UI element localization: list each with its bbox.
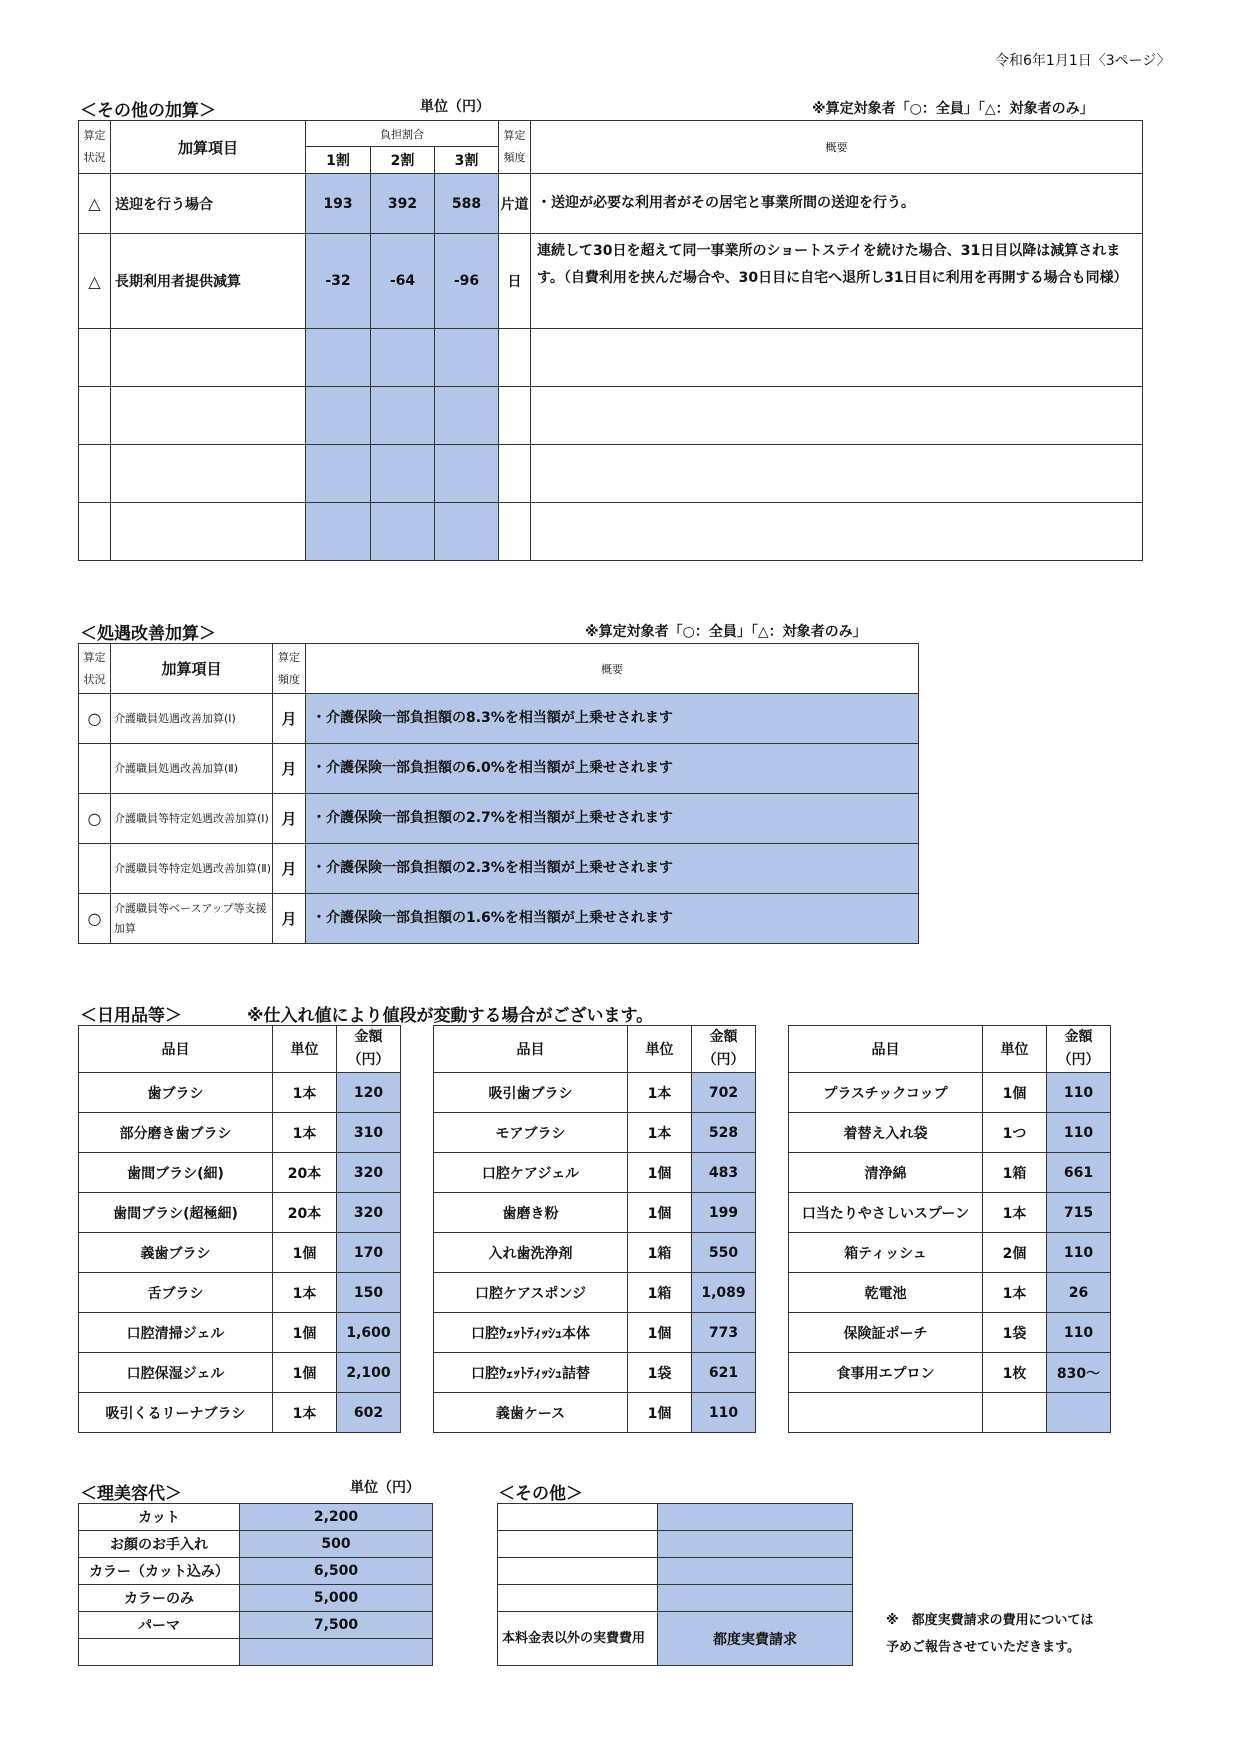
frequency-cell: 月 [273, 844, 306, 894]
item-cell: 着替え入れ袋 [789, 1113, 983, 1153]
price-cell [658, 1531, 853, 1558]
table-row [789, 1273, 1111, 1313]
summary-cell: ・介護保険一部負担額の8.3%を相当額が上乗せされます [306, 694, 919, 744]
item-cell: プラスチックコップ [789, 1073, 983, 1113]
frequency-cell: 月 [273, 794, 306, 844]
table-row [79, 329, 1143, 387]
table-row [79, 894, 919, 944]
item-cell [111, 445, 306, 503]
price-cell: 715 [1047, 1193, 1111, 1233]
unit-cell: 1個 [628, 1313, 692, 1353]
header-frequency: 算定頻度 [273, 644, 306, 694]
header-status: 算定状況 [79, 121, 111, 174]
item-cell [111, 503, 306, 561]
table-row [789, 1193, 1111, 1233]
price-cell: 5,000 [240, 1585, 433, 1612]
item-cell: 義歯ブラシ [79, 1233, 273, 1273]
footnote-line-2: 予めご報告させていただきます。 [886, 1640, 1080, 1655]
unit-cell: 20本 [273, 1153, 337, 1193]
item-cell [498, 1531, 658, 1558]
header-status: 算定状況 [79, 644, 111, 694]
price-cell: 773 [692, 1313, 756, 1353]
table-row [434, 1233, 756, 1273]
summary-cell [531, 387, 1143, 445]
status-cell [79, 329, 111, 387]
ratio-1-cell [306, 329, 371, 387]
unit-cell: 1箱 [628, 1233, 692, 1273]
price-cell: 199 [692, 1193, 756, 1233]
table-row [434, 1073, 756, 1113]
price-cell [658, 1585, 853, 1612]
item-cell: 保険証ポーチ [789, 1313, 983, 1353]
daily-goods-table [433, 1025, 756, 1433]
ratio-2-cell [371, 503, 435, 561]
unit-cell: 1本 [983, 1193, 1047, 1233]
ratio-1-cell [306, 445, 371, 503]
header-summary: 概要 [531, 121, 1143, 174]
frequency-cell: 日 [499, 234, 531, 329]
item-cell: 口腔ｳｪｯﾄﾃｨｯｼｭ詰替 [434, 1353, 628, 1393]
header-price [337, 1026, 401, 1073]
section-title-other-additions: ＜その他の加算＞ [80, 101, 216, 121]
table-row [79, 844, 919, 894]
frequency-cell [499, 387, 531, 445]
status-cell: △ [79, 174, 111, 234]
table-row [79, 1273, 401, 1313]
unit-label: 単位（円） [350, 1480, 420, 1496]
item-cell: 食事用エプロン [789, 1353, 983, 1393]
document-date: 令和6年1月1日〈3ページ〉 [995, 53, 1171, 69]
item-cell: 歯ブラシ [79, 1073, 273, 1113]
unit-cell: 1本 [273, 1073, 337, 1113]
unit-cell: 1枚 [983, 1353, 1047, 1393]
price-cell [1047, 1393, 1111, 1433]
summary-cell: ・介護保険一部負担額の2.7%を相当額が上乗せされます [306, 794, 919, 844]
section-title-treatment-improvement: ＜処遇改善加算＞ [80, 624, 216, 644]
item-cell: 歯間ブラシ(細) [79, 1153, 273, 1193]
ratio-1-cell [306, 503, 371, 561]
header-price-line2: （円） [347, 1052, 390, 1068]
item-cell: 清浄綿 [789, 1153, 983, 1193]
table-row [789, 1233, 1111, 1273]
header-ratio-2: 2割 [371, 147, 435, 174]
unit-cell: 1つ [983, 1113, 1047, 1153]
table-row [79, 1153, 401, 1193]
price-cell: 2,200 [240, 1504, 433, 1531]
summary-cell [531, 503, 1143, 561]
item-cell: 口腔ケアスポンジ [434, 1273, 628, 1313]
item-cell: 介護職員処遇改善加算(Ⅱ) [111, 744, 273, 794]
unit-cell [983, 1393, 1047, 1433]
table-row [79, 1353, 401, 1393]
item-cell: 乾電池 [789, 1273, 983, 1313]
unit-cell: 1個 [628, 1393, 692, 1433]
price-cell: 110 [692, 1393, 756, 1433]
unit-cell: 1個 [273, 1313, 337, 1353]
price-cell: 6,500 [240, 1558, 433, 1585]
legend-note: ※算定対象者「○：全員」「△：対象者のみ」 [812, 101, 1094, 117]
item-cell: 義歯ケース [434, 1393, 628, 1433]
other-additions-table [78, 120, 1143, 561]
price-cell: 170 [337, 1233, 401, 1273]
table-row [79, 794, 919, 844]
price-cell: 702 [692, 1073, 756, 1113]
item-cell: 吸引歯ブラシ [434, 1073, 628, 1113]
daily-goods-table [78, 1025, 401, 1433]
item-cell: カラー（カット込み） [79, 1558, 240, 1585]
table-row [498, 1558, 853, 1585]
table-row [434, 1193, 756, 1233]
ratio-3-cell [435, 445, 499, 503]
table-row [79, 503, 1143, 561]
price-cell: 都度実費請求 [658, 1612, 853, 1666]
table-row [498, 1612, 853, 1666]
summary-cell: ・送迎が必要な利用者がその居宅と事業所間の送迎を行う。 [531, 174, 1143, 234]
header-unit: 単位 [628, 1026, 692, 1073]
unit-cell: 1個 [628, 1193, 692, 1233]
unit-label: 単位（円） [420, 99, 490, 115]
frequency-cell: 片道 [499, 174, 531, 234]
unit-cell: 1箱 [983, 1153, 1047, 1193]
unit-cell: 1個 [628, 1153, 692, 1193]
table-row [79, 387, 1143, 445]
frequency-cell: 月 [273, 694, 306, 744]
header-price [1047, 1026, 1111, 1073]
table-row [79, 1193, 401, 1233]
price-cell: 110 [1047, 1113, 1111, 1153]
ratio-2-cell [371, 329, 435, 387]
frequency-cell: 月 [273, 894, 306, 944]
status-cell [79, 387, 111, 445]
price-cell: 528 [692, 1113, 756, 1153]
table-row [79, 1233, 401, 1273]
header-price [692, 1026, 756, 1073]
frequency-cell [499, 329, 531, 387]
ratio-2-cell [371, 387, 435, 445]
table-row [434, 1113, 756, 1153]
table-row [79, 744, 919, 794]
summary-cell [531, 445, 1143, 503]
price-cell: 26 [1047, 1273, 1111, 1313]
price-cell [658, 1558, 853, 1585]
item-cell: 舌ブラシ [79, 1273, 273, 1313]
item-cell: 介護職員等特定処遇改善加算(Ⅱ) [111, 844, 273, 894]
table-row [789, 1353, 1111, 1393]
item-cell: 口腔保湿ジェル [79, 1353, 273, 1393]
table-row [79, 174, 1143, 234]
table-row [789, 1153, 1111, 1193]
table-row [79, 1313, 401, 1353]
item-cell: 介護職員等ベースアップ等支援加算 [111, 894, 273, 944]
item-cell: モアブラシ [434, 1113, 628, 1153]
item-cell: 歯磨き粉 [434, 1193, 628, 1233]
ratio-2-cell [371, 445, 435, 503]
header-unit: 単位 [273, 1026, 337, 1073]
price-cell: 320 [337, 1193, 401, 1233]
table-row [434, 1353, 756, 1393]
item-cell: 入れ歯洗浄剤 [434, 1233, 628, 1273]
footnote-line-1: ※ 都度実費請求の費用については [886, 1613, 1094, 1628]
summary-cell: 連続して30日を超えて同一事業所のショートステイを続けた場合、31日目以降は減算されます。（自費利用を挟んだ場合や、30日目に自宅へ退所し31日目に利用を再開する場合も同様） [531, 234, 1143, 329]
summary-cell: ・介護保険一部負担額の1.6%を相当額が上乗せされます [306, 894, 919, 944]
item-cell: パーマ [79, 1612, 240, 1639]
summary-cell: ・介護保険一部負担額の2.3%を相当額が上乗せされます [306, 844, 919, 894]
frequency-cell [499, 445, 531, 503]
price-cell: 320 [337, 1153, 401, 1193]
ratio-1-cell: 193 [306, 174, 371, 234]
status-cell [79, 445, 111, 503]
table-row [498, 1585, 853, 1612]
unit-cell: 1個 [273, 1353, 337, 1393]
item-cell [111, 329, 306, 387]
header-price-line1: 金額 [709, 1029, 738, 1045]
status-cell: △ [79, 234, 111, 329]
unit-cell: 1袋 [628, 1353, 692, 1393]
ratio-3-cell [435, 387, 499, 445]
table-row [79, 1558, 433, 1585]
beauty-table [78, 1503, 433, 1666]
table-row [79, 1612, 433, 1639]
header-summary: 概要 [306, 644, 919, 694]
header-item: 加算項目 [111, 121, 306, 174]
status-cell: ○ [79, 794, 111, 844]
item-cell: 介護職員処遇改善加算(Ⅰ) [111, 694, 273, 744]
ratio-3-cell [435, 503, 499, 561]
status-cell: ○ [79, 894, 111, 944]
price-cell: 7,500 [240, 1612, 433, 1639]
unit-cell: 1本 [628, 1113, 692, 1153]
price-cell: 110 [1047, 1233, 1111, 1273]
price-cell: 1,600 [337, 1313, 401, 1353]
table-row [79, 1639, 433, 1666]
unit-cell: 1本 [983, 1273, 1047, 1313]
header-item: 加算項目 [111, 644, 273, 694]
table-row [79, 1113, 401, 1153]
header-ratio-group: 負担割合 [306, 121, 499, 147]
price-cell: 550 [692, 1233, 756, 1273]
legend-note: ※算定対象者「○：全員」「△：対象者のみ」 [585, 624, 867, 640]
others-table [497, 1503, 853, 1666]
ratio-2-cell: 392 [371, 174, 435, 234]
ratio-2-cell: -64 [371, 234, 435, 329]
unit-cell: 1箱 [628, 1273, 692, 1313]
price-cell: 150 [337, 1273, 401, 1313]
table-row [789, 1393, 1111, 1433]
header-item: 品目 [79, 1026, 273, 1073]
item-cell: 部分磨き歯ブラシ [79, 1113, 273, 1153]
header-price-line2: （円） [1057, 1052, 1100, 1068]
header-price-line1: 金額 [354, 1029, 383, 1045]
table-row [434, 1153, 756, 1193]
header-unit: 単位 [983, 1026, 1047, 1073]
price-cell: 310 [337, 1113, 401, 1153]
treatment-improvement-table [78, 643, 919, 944]
table-row [498, 1504, 853, 1531]
item-cell: 口腔清掃ジェル [79, 1313, 273, 1353]
price-cell: 621 [692, 1353, 756, 1393]
unit-cell: 1本 [273, 1273, 337, 1313]
table-row [498, 1531, 853, 1558]
price-cell: 2,100 [337, 1353, 401, 1393]
unit-cell: 1袋 [983, 1313, 1047, 1353]
ratio-3-cell: -96 [435, 234, 499, 329]
status-cell [79, 844, 111, 894]
item-cell [79, 1639, 240, 1666]
header-price-line2: （円） [702, 1052, 745, 1068]
price-cell: 110 [1047, 1313, 1111, 1353]
ratio-3-cell: 588 [435, 174, 499, 234]
table-row [79, 1531, 433, 1558]
table-row [789, 1313, 1111, 1353]
item-cell: 長期利用者提供減算 [111, 234, 306, 329]
table-row [79, 1585, 433, 1612]
frequency-cell [499, 503, 531, 561]
table-row [79, 1073, 401, 1113]
item-cell: 口当たりやさしいスプーン [789, 1193, 983, 1233]
table-row [79, 1393, 401, 1433]
price-cell: 500 [240, 1531, 433, 1558]
frequency-cell: 月 [273, 744, 306, 794]
unit-cell: 1個 [983, 1073, 1047, 1113]
item-cell: 吸引くるリーナブラシ [79, 1393, 273, 1433]
table-row [79, 234, 1143, 329]
ratio-1-cell [306, 387, 371, 445]
header-frequency: 算定頻度 [499, 121, 531, 174]
item-cell: 本料金表以外の実費費用 [498, 1612, 658, 1666]
summary-cell: ・介護保険一部負担額の6.0%を相当額が上乗せされます [306, 744, 919, 794]
item-cell [498, 1558, 658, 1585]
table-row [79, 694, 919, 744]
daily-goods-note: ※仕入れ値により値段が変動する場合がございます。 [247, 1006, 654, 1026]
ratio-1-cell: -32 [306, 234, 371, 329]
table-row [79, 1504, 433, 1531]
unit-cell: 1本 [628, 1073, 692, 1113]
item-cell [789, 1393, 983, 1433]
status-cell [79, 503, 111, 561]
header-price-line1: 金額 [1064, 1029, 1093, 1045]
price-cell [240, 1639, 433, 1666]
section-title-others: ＜その他＞ [498, 1484, 583, 1504]
item-cell: 介護職員等特定処遇改善加算(Ⅰ) [111, 794, 273, 844]
header-item: 品目 [789, 1026, 983, 1073]
table-row [79, 445, 1143, 503]
price-cell: 1,089 [692, 1273, 756, 1313]
item-cell [111, 387, 306, 445]
ratio-3-cell [435, 329, 499, 387]
summary-cell [531, 329, 1143, 387]
table-row [789, 1073, 1111, 1113]
item-cell: 口腔ケアジェル [434, 1153, 628, 1193]
table-row [789, 1113, 1111, 1153]
status-cell [79, 744, 111, 794]
unit-cell: 1本 [273, 1113, 337, 1153]
item-cell: 口腔ｳｪｯﾄﾃｨｯｼｭ本体 [434, 1313, 628, 1353]
status-cell: ○ [79, 694, 111, 744]
item-cell: カット [79, 1504, 240, 1531]
price-cell: 483 [692, 1153, 756, 1193]
header-item: 品目 [434, 1026, 628, 1073]
daily-goods-table [788, 1025, 1111, 1433]
item-cell [498, 1504, 658, 1531]
item-cell [498, 1585, 658, 1612]
section-title-daily-goods: ＜日用品等＞ [80, 1006, 182, 1026]
unit-cell: 2個 [983, 1233, 1047, 1273]
header-ratio-3: 3割 [435, 147, 499, 174]
price-cell: 110 [1047, 1073, 1111, 1113]
unit-cell: 20本 [273, 1193, 337, 1233]
table-row [434, 1273, 756, 1313]
price-cell: 602 [337, 1393, 401, 1433]
unit-cell: 1本 [273, 1393, 337, 1433]
price-cell: 120 [337, 1073, 401, 1113]
section-title-beauty: ＜理美容代＞ [80, 1484, 182, 1504]
item-cell: お顔のお手入れ [79, 1531, 240, 1558]
table-row [434, 1313, 756, 1353]
item-cell: カラーのみ [79, 1585, 240, 1612]
item-cell: 箱ティッシュ [789, 1233, 983, 1273]
unit-cell: 1個 [273, 1233, 337, 1273]
item-cell: 歯間ブラシ(超極細) [79, 1193, 273, 1233]
price-cell: 661 [1047, 1153, 1111, 1193]
price-cell: 830～ [1047, 1353, 1111, 1393]
price-cell [658, 1504, 853, 1531]
item-cell: 送迎を行う場合 [111, 174, 306, 234]
header-ratio-1: 1割 [306, 147, 371, 174]
table-row [434, 1393, 756, 1433]
